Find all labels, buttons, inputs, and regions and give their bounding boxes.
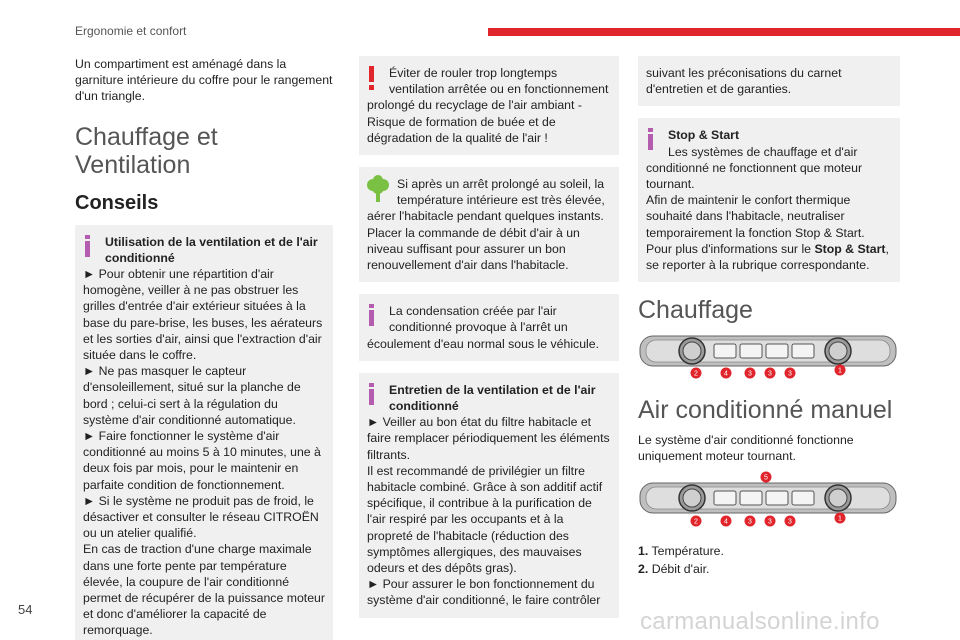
heading-air-conditionne-manuel: Air conditionné manuel [638, 396, 893, 425]
info-icon [367, 383, 377, 405]
maintenance-line: ► Pour assurer le bon fonctionnement du système d'air conditionné, le faire contrôler [367, 577, 601, 608]
heading-chauffage: Chauffage [638, 296, 753, 325]
panel2-label: 3 [748, 518, 752, 526]
info-box-title: Utilisation de la ventilation et de l'air conditionné [105, 234, 318, 265]
eco-box-sun [359, 167, 619, 282]
panel2-label: 1 [838, 515, 842, 523]
info-box-line: En cas de traction d'une charge maximale dans une forte pente par température élevée, la coupure de l'air conditionné permet de récupérer de la puissance moteur et donc d'améliorer la capacité de remorquage. [83, 542, 325, 638]
panel2-label: 3 [768, 518, 772, 526]
header-red-bar [488, 28, 960, 36]
info-box-line: ► Si le système ne produit pas de froid, le désactiver et consulter le réseau CITROËN ou un atelier qualifié. [83, 493, 319, 541]
heating-control-panel-image [638, 332, 900, 384]
info-box-stop-start [638, 118, 900, 282]
info-box-condensation [359, 294, 619, 361]
info-icon [83, 235, 93, 257]
panel1-label: 3 [748, 370, 752, 378]
panel1-label: 3 [768, 370, 772, 378]
info-icon [646, 128, 656, 150]
legend-item [638, 543, 900, 559]
stop-start-rest-text: conditionné ne fonctionnent que moteur tournant. Afin de maintenir le confort thermique souhaité dans l'habitacle, neutraliser temporairement la fonction Stop & Start. Pour plus d'informations sur le [646, 160, 865, 256]
stop-start-title: Stop & Start [668, 128, 740, 143]
legend-list [638, 543, 900, 577]
condensation-rest: écoulement d'eau normal sous le véhicule. [367, 336, 600, 351]
page-number: 54 [18, 602, 33, 617]
panel1-label: 4 [724, 370, 728, 378]
legend-number: 1. [638, 543, 649, 558]
legend-item [638, 561, 900, 577]
column-1 [75, 56, 333, 640]
panel1-label: 1 [838, 367, 842, 375]
warning-rest: prolongé du recyclage de l'air ambiant - Risque de formation de buée et de dégradation de la qualité de l'air ! [367, 98, 582, 145]
section-heading-chauffage-ventilation: Chauffage et Ventilation [75, 122, 218, 179]
panel2-label: 5 [764, 474, 768, 482]
info-box-maintenance [359, 373, 619, 618]
continuation-text: suivant les préconisations du carnet d'entretien et de garanties. [646, 66, 842, 97]
warning-icon [367, 66, 377, 90]
stop-start-first-line: Les systèmes de chauffage et d'air [668, 144, 858, 159]
warning-first-line: Éviter de rouler trop longtemps ventilation arrêtée ou en fonctionnement [389, 66, 609, 97]
maintenance-line: ► Veiller au bon état du filtre habitacle et faire remplacer périodiquement les éléments filtrants. [367, 415, 610, 462]
stop-start-bold: Stop & Start [814, 241, 886, 256]
subheading-conseils: Conseils [75, 191, 159, 214]
column-3 [638, 56, 900, 579]
eco-first-line: Si après un arrêt prolongé au soleil, la température intérieure est très élevée, [397, 177, 605, 208]
info-box-ventilation-usage [75, 225, 333, 640]
panel2-label: 4 [724, 518, 728, 526]
maintenance-title: Entretien de la ventilation et de l'air conditionné [389, 382, 596, 414]
info-box-line: ► Faire fonctionner le système d'air conditionné au moins 5 à 10 minutes, une à deux fois par mois, pour le maintenir en parfaite condition de fonctionnement. [83, 429, 321, 492]
info-box-line: ► Pour obtenir une répartition d'air homogène, veiller à ne pas obstruer les grilles d'entrée d'air extérieur situées à la base du pare-brise, les buses, les aérateurs et les sorties d'air, ainsi que l'extraction d'air située dans le coffre. [83, 267, 323, 363]
condensation-first-line: La condensation créée par l'air conditionné provoque à l'arrêt un [389, 304, 568, 335]
panel1-label: 3 [788, 370, 792, 378]
eco-rest: aérer l'habitacle pendant quelques instants. Placer la commande de débit d'air à un niveau suffisant pour assurer un bon renouvellement d'air dans l'habitacle. [367, 209, 604, 273]
legend-text: Débit d'air. [651, 561, 710, 576]
watermark-text: carmanualsonline.info [640, 608, 880, 635]
legend-number: 2. [638, 561, 649, 576]
panel2-label: 3 [788, 518, 792, 526]
warning-box-ventilation [359, 56, 619, 155]
stop-start-rest-end: , se reporter à la rubrique correspondante. [646, 241, 889, 273]
continuation-box [638, 56, 900, 106]
panel1-label: 2 [694, 370, 698, 378]
info-icon [367, 304, 377, 326]
legend-text: Température. [651, 543, 724, 558]
ac-control-panel-image [638, 471, 900, 531]
eco-tree-icon [365, 175, 391, 207]
stop-start-rest [646, 160, 892, 273]
header-section-title: Ergonomie et confort [75, 24, 187, 38]
ac-text: Le système d'air conditionné fonctionne uniquement moteur tournant. [638, 433, 854, 464]
panel2-label: 2 [694, 518, 698, 526]
info-box-line: ► Ne pas masquer le capteur d'ensoleillement, situé sur la planche de bord ; celui-ci sert à la régulation du système d'air conditionné automatique. [83, 364, 301, 427]
maintenance-line: Il est recommandé de privilégier un filtre habitacle combiné. Grâce à son additif actif spécifique, il contribue à la purification de l'air respiré par les occupants et à la propreté de l'habitacle (réduction des symptômes allergiques, des mauvaises odeurs et des dépôts gras). [367, 463, 603, 576]
column-2 [359, 56, 619, 630]
intro-paragraph: Un compartiment est aménagé dans la garniture intérieure du coffre pour le rangement d'un triangle. [75, 57, 333, 104]
